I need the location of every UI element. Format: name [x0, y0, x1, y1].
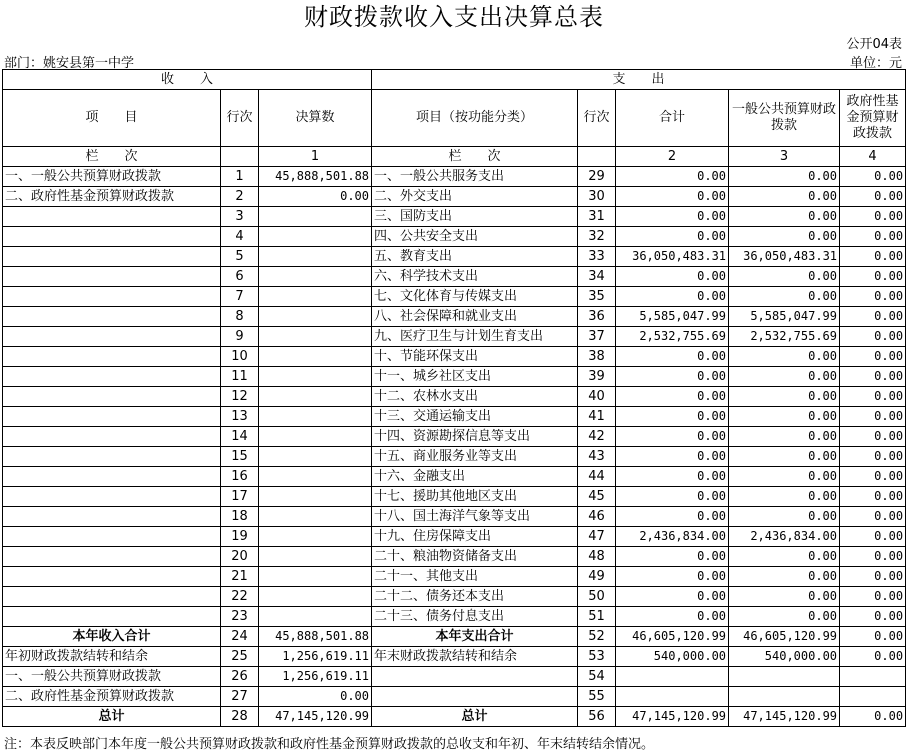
- income-item: [3, 467, 221, 487]
- expense-item: 三、国防支出: [372, 207, 578, 227]
- expense-item: 二十、粮油物资储备支出: [372, 547, 578, 567]
- income-amount: [259, 347, 372, 367]
- table-row: [3, 707, 906, 727]
- footnote: 注：本表反映部门本年度一般公共预算财政拨款和政府性基金预算财政拨款的总收支和年初、年末结转结余情况。: [4, 737, 655, 752]
- expense-line-no: 41: [578, 407, 616, 427]
- expense-item: 二十三、债务付息支出: [372, 607, 578, 627]
- income-line-no: 25: [221, 647, 259, 667]
- income-line-no: 19: [221, 527, 259, 547]
- expense-total: 0.00: [616, 447, 729, 467]
- expense-line-no: 38: [578, 347, 616, 367]
- expense-fund-budget: 0.00: [840, 247, 906, 267]
- income-line-no: 24: [221, 627, 259, 647]
- income-line-no: 11: [221, 367, 259, 387]
- expense-fund-budget: 0.00: [840, 287, 906, 307]
- expense-fund-budget: 0.00: [840, 427, 906, 447]
- column-label-left: 栏 次: [3, 147, 221, 167]
- expense-fund-budget: 0.00: [840, 627, 906, 647]
- expense-line-no: 29: [578, 167, 616, 187]
- income-item: [3, 407, 221, 427]
- income-amount: [259, 207, 372, 227]
- income-line-no: 1: [221, 167, 259, 187]
- income-amount: 0.00: [259, 187, 372, 207]
- income-amount: 0.00: [259, 687, 372, 707]
- line-header: 行次: [221, 90, 259, 147]
- table-row: [3, 307, 906, 327]
- income-line-no: 5: [221, 247, 259, 267]
- income-item: 二、政府性基金预算财政拨款: [3, 687, 221, 707]
- expense-fund-budget: 0.00: [840, 387, 906, 407]
- expense-fund-budget: 0.00: [840, 407, 906, 427]
- expense-general-budget: 0.00: [729, 287, 840, 307]
- expense-item: 九、医疗卫生与计划生育支出: [372, 327, 578, 347]
- expense-line-no: 30: [578, 187, 616, 207]
- expense-general-budget: 2,532,755.69: [729, 327, 840, 347]
- income-item: [3, 367, 221, 387]
- income-line-no: 6: [221, 267, 259, 287]
- expense-line-no: 54: [578, 667, 616, 687]
- expense-fund-budget: 0.00: [840, 487, 906, 507]
- expense-fund-budget: 0.00: [840, 527, 906, 547]
- table-row: [3, 347, 906, 367]
- expense-general-budget: 36,050,483.31: [729, 247, 840, 267]
- expense-fund-budget: 0.00: [840, 447, 906, 467]
- expense-item: 七、文化体育与传媒支出: [372, 287, 578, 307]
- expense-line-no: 35: [578, 287, 616, 307]
- income-item: [3, 267, 221, 287]
- table-row: [3, 487, 906, 507]
- table-row: [3, 187, 906, 207]
- income-amount: 1,256,619.11: [259, 667, 372, 687]
- income-amount: [259, 367, 372, 387]
- income-amount: [259, 467, 372, 487]
- expense-item: 十三、交通运输支出: [372, 407, 578, 427]
- expense-item: 十八、国土海洋气象等支出: [372, 507, 578, 527]
- expense-fund-budget: 0.00: [840, 507, 906, 527]
- income-item: [3, 347, 221, 367]
- income-amount: [259, 567, 372, 587]
- income-line-no: 16: [221, 467, 259, 487]
- expense-general-budget: 0.00: [729, 547, 840, 567]
- expense-general-budget: 0.00: [729, 227, 840, 247]
- expense-item: 十五、商业服务业等支出: [372, 447, 578, 467]
- income-item: [3, 607, 221, 627]
- expense-line-no: 49: [578, 567, 616, 587]
- expense-total: 46,605,120.99: [616, 627, 729, 647]
- expense-general-budget: 0.00: [729, 487, 840, 507]
- table-row: [3, 667, 906, 687]
- expense-general-budget: 0.00: [729, 187, 840, 207]
- expense-total: 0.00: [616, 347, 729, 367]
- column-number-1: 1: [259, 147, 372, 167]
- income-amount: 45,888,501.88: [259, 627, 372, 647]
- income-amount: [259, 447, 372, 467]
- expense-total: 0.00: [616, 507, 729, 527]
- income-item: [3, 247, 221, 267]
- income-amount: 1,256,619.11: [259, 647, 372, 667]
- expense-total: 0.00: [616, 567, 729, 587]
- income-line-no: 15: [221, 447, 259, 467]
- expense-fund-budget: [840, 667, 906, 687]
- expense-fund-budget: 0.00: [840, 167, 906, 187]
- expense-item: 十、节能环保支出: [372, 347, 578, 367]
- expense-line-no: 48: [578, 547, 616, 567]
- expense-fund-budget: 0.00: [840, 647, 906, 667]
- expense-total: 0.00: [616, 587, 729, 607]
- expense-fund-budget: 0.00: [840, 467, 906, 487]
- income-amount: [259, 487, 372, 507]
- expense-fund-budget: 0.00: [840, 547, 906, 567]
- expense-general-budget: 0.00: [729, 507, 840, 527]
- expense-fund-budget: 0.00: [840, 367, 906, 387]
- expense-fund-budget: 0.00: [840, 307, 906, 327]
- income-amount: 45,888,501.88: [259, 167, 372, 187]
- expense-item: 本年支出合计: [372, 627, 578, 647]
- unit-label: 单位：元: [849, 56, 902, 71]
- expense-fund-budget: 0.00: [840, 327, 906, 347]
- expense-item: 四、公共安全支出: [372, 227, 578, 247]
- income-item: [3, 287, 221, 307]
- table-row: [3, 227, 906, 247]
- expense-item: [372, 667, 578, 687]
- expense-line-no: 39: [578, 367, 616, 387]
- expense-total: 0.00: [616, 287, 729, 307]
- empty-cell: [578, 147, 616, 167]
- expense-total: 0.00: [616, 267, 729, 287]
- total-header: 合计: [616, 90, 729, 147]
- expense-line-no: 44: [578, 467, 616, 487]
- expense-item: [372, 687, 578, 707]
- expense-total: 36,050,483.31: [616, 247, 729, 267]
- expense-total: [616, 667, 729, 687]
- income-amount: 47,145,120.99: [259, 707, 372, 727]
- expense-item: 十四、资源勘探信息等支出: [372, 427, 578, 447]
- income-item: 一、一般公共预算财政拨款: [3, 667, 221, 687]
- item-header: 项 目: [3, 90, 221, 147]
- income-item: [3, 447, 221, 467]
- income-line-no: 22: [221, 587, 259, 607]
- income-amount: [259, 387, 372, 407]
- expense-line-no: 55: [578, 687, 616, 707]
- table-row: [3, 447, 906, 467]
- table-row: [3, 627, 906, 647]
- expense-header: 支 出: [372, 70, 906, 90]
- expense-total: 0.00: [616, 167, 729, 187]
- income-amount: [259, 527, 372, 547]
- income-line-no: 7: [221, 287, 259, 307]
- table-row: [3, 167, 906, 187]
- income-amount: [259, 607, 372, 627]
- table-row: [3, 527, 906, 547]
- income-line-no: 3: [221, 207, 259, 227]
- table-row: [3, 207, 906, 227]
- expense-item: 十七、援助其他地区支出: [372, 487, 578, 507]
- income-item: [3, 507, 221, 527]
- income-item: 一、一般公共预算财政拨款: [3, 167, 221, 187]
- expense-general-budget: 0.00: [729, 347, 840, 367]
- income-amount: [259, 247, 372, 267]
- expense-item: 六、科学技术支出: [372, 267, 578, 287]
- table-row: [3, 547, 906, 567]
- income-amount: [259, 547, 372, 567]
- income-item: [3, 227, 221, 247]
- expense-total: [616, 687, 729, 707]
- expense-line-no: 37: [578, 327, 616, 347]
- expense-item: 十一、城乡社区支出: [372, 367, 578, 387]
- income-item: [3, 567, 221, 587]
- income-line-no: 23: [221, 607, 259, 627]
- income-line-no: 20: [221, 547, 259, 567]
- expense-fund-budget: 0.00: [840, 587, 906, 607]
- table-row: [3, 387, 906, 407]
- income-item: [3, 487, 221, 507]
- expense-item: 十六、金融支出: [372, 467, 578, 487]
- income-line-no: 10: [221, 347, 259, 367]
- expense-general-budget: 0.00: [729, 587, 840, 607]
- income-item: [3, 387, 221, 407]
- final-amount-header: 决算数: [259, 90, 372, 147]
- column-label-right: 栏 次: [372, 147, 578, 167]
- income-amount: [259, 267, 372, 287]
- income-amount: [259, 227, 372, 247]
- expense-line-no: 52: [578, 627, 616, 647]
- income-amount: [259, 427, 372, 447]
- table-row: [3, 467, 906, 487]
- expense-fund-budget: 0.00: [840, 227, 906, 247]
- income-line-no: 28: [221, 707, 259, 727]
- income-line-no: 17: [221, 487, 259, 507]
- expense-line-no: 43: [578, 447, 616, 467]
- expense-line-no: 31: [578, 207, 616, 227]
- income-item: 总计: [3, 707, 221, 727]
- table-row: [3, 607, 906, 627]
- expense-total: 0.00: [616, 547, 729, 567]
- expense-line-no: 53: [578, 647, 616, 667]
- expense-total: 0.00: [616, 487, 729, 507]
- income-amount: [259, 307, 372, 327]
- expense-fund-budget: 0.00: [840, 267, 906, 287]
- expense-general-budget: [729, 687, 840, 707]
- expense-line-no: 56: [578, 707, 616, 727]
- expense-fund-budget: 0.00: [840, 347, 906, 367]
- expense-general-budget: 0.00: [729, 267, 840, 287]
- table-row: [3, 687, 906, 707]
- income-line-no: 13: [221, 407, 259, 427]
- expense-total: 0.00: [616, 427, 729, 447]
- expense-total: 540,000.00: [616, 647, 729, 667]
- expense-general-budget: 0.00: [729, 467, 840, 487]
- income-item: [3, 327, 221, 347]
- expense-general-budget: 0.00: [729, 447, 840, 467]
- expense-general-budget: 2,436,834.00: [729, 527, 840, 547]
- expense-total: 5,585,047.99: [616, 307, 729, 327]
- expense-item: 二、外交支出: [372, 187, 578, 207]
- income-item: [3, 527, 221, 547]
- expense-fund-budget: 0.00: [840, 207, 906, 227]
- table-row: [3, 647, 906, 667]
- expense-general-budget: 0.00: [729, 427, 840, 447]
- column-number-2: 2: [616, 147, 729, 167]
- expense-item: 一、一般公共服务支出: [372, 167, 578, 187]
- report-title: 财政拨款收入支出决算总表: [304, 3, 604, 31]
- table-row: [3, 287, 906, 307]
- income-item: [3, 307, 221, 327]
- expense-total: 0.00: [616, 407, 729, 427]
- table-row: [3, 367, 906, 387]
- expense-fund-budget: [840, 687, 906, 707]
- income-item: [3, 587, 221, 607]
- table-row: [3, 407, 906, 427]
- expense-item: 八、社会保障和就业支出: [372, 307, 578, 327]
- expense-total: 0.00: [616, 187, 729, 207]
- expense-total: 2,436,834.00: [616, 527, 729, 547]
- function-item-header: 项目（按功能分类）: [372, 90, 578, 147]
- expense-total: 2,532,755.69: [616, 327, 729, 347]
- expense-general-budget: 0.00: [729, 567, 840, 587]
- expense-item: 五、教育支出: [372, 247, 578, 267]
- expense-total: 0.00: [616, 367, 729, 387]
- income-line-no: 9: [221, 327, 259, 347]
- income-line-no: 26: [221, 667, 259, 687]
- expense-line-no: 34: [578, 267, 616, 287]
- income-amount: [259, 327, 372, 347]
- expense-item: 十二、农林水支出: [372, 387, 578, 407]
- expense-total: 47,145,120.99: [616, 707, 729, 727]
- income-line-no: 27: [221, 687, 259, 707]
- expense-general-budget: [729, 667, 840, 687]
- income-item: [3, 427, 221, 447]
- income-line-no: 4: [221, 227, 259, 247]
- column-number-4: 4: [840, 147, 906, 167]
- table-row: [3, 327, 906, 347]
- expense-line-no: 42: [578, 427, 616, 447]
- income-amount: [259, 507, 372, 527]
- expense-line-no: 33: [578, 247, 616, 267]
- expense-total: 0.00: [616, 387, 729, 407]
- income-amount: [259, 587, 372, 607]
- income-item: 二、政府性基金预算财政拨款: [3, 187, 221, 207]
- income-line-no: 18: [221, 507, 259, 527]
- expense-line-no: 45: [578, 487, 616, 507]
- income-amount: [259, 407, 372, 427]
- table-row: [3, 267, 906, 287]
- expense-general-budget: 0.00: [729, 207, 840, 227]
- table-row: [3, 427, 906, 447]
- income-line-no: 21: [221, 567, 259, 587]
- expense-general-budget: 0.00: [729, 367, 840, 387]
- expense-fund-budget: 0.00: [840, 607, 906, 627]
- expense-line-no: 32: [578, 227, 616, 247]
- expense-line-no: 46: [578, 507, 616, 527]
- budget-table: [2, 69, 906, 727]
- income-line-no: 2: [221, 187, 259, 207]
- line-header-right: 行次: [578, 90, 616, 147]
- expense-total: 0.00: [616, 607, 729, 627]
- income-item: 年初财政拨款结转和结余: [3, 647, 221, 667]
- income-item: 本年收入合计: [3, 627, 221, 647]
- income-line-no: 8: [221, 307, 259, 327]
- fund-budget-header: 政府性基金预算财政拨款: [840, 90, 906, 147]
- expense-line-no: 36: [578, 307, 616, 327]
- form-number: 公开04表: [846, 37, 902, 52]
- empty-cell: [221, 147, 259, 167]
- expense-general-budget: 47,145,120.99: [729, 707, 840, 727]
- expense-line-no: 51: [578, 607, 616, 627]
- expense-item: 二十二、债务还本支出: [372, 587, 578, 607]
- expense-line-no: 40: [578, 387, 616, 407]
- income-header: 收 入: [3, 70, 372, 90]
- expense-general-budget: 0.00: [729, 387, 840, 407]
- expense-fund-budget: 0.00: [840, 187, 906, 207]
- general-budget-header: 一般公共预算财政拨款: [729, 90, 840, 147]
- expense-general-budget: 5,585,047.99: [729, 307, 840, 327]
- expense-fund-budget: 0.00: [840, 707, 906, 727]
- income-item: [3, 207, 221, 227]
- expense-total: 0.00: [616, 207, 729, 227]
- table-row: [3, 507, 906, 527]
- expense-fund-budget: 0.00: [840, 567, 906, 587]
- table-row: [3, 587, 906, 607]
- department-label: 部门：姚安县第一中学: [4, 56, 135, 71]
- income-amount: [259, 287, 372, 307]
- expense-item: 二十一、其他支出: [372, 567, 578, 587]
- expense-total: 0.00: [616, 467, 729, 487]
- expense-general-budget: 46,605,120.99: [729, 627, 840, 647]
- expense-general-budget: 540,000.00: [729, 647, 840, 667]
- expense-line-no: 47: [578, 527, 616, 547]
- expense-general-budget: 0.00: [729, 407, 840, 427]
- expense-item: 年末财政拨款结转和结余: [372, 647, 578, 667]
- income-line-no: 12: [221, 387, 259, 407]
- income-line-no: 14: [221, 427, 259, 447]
- table-row: [3, 567, 906, 587]
- expense-item: 总计: [372, 707, 578, 727]
- expense-total: 0.00: [616, 227, 729, 247]
- expense-line-no: 50: [578, 587, 616, 607]
- table-row: [3, 247, 906, 267]
- expense-general-budget: 0.00: [729, 607, 840, 627]
- expense-general-budget: 0.00: [729, 167, 840, 187]
- column-number-3: 3: [729, 147, 840, 167]
- expense-item: 十九、住房保障支出: [372, 527, 578, 547]
- income-item: [3, 547, 221, 567]
